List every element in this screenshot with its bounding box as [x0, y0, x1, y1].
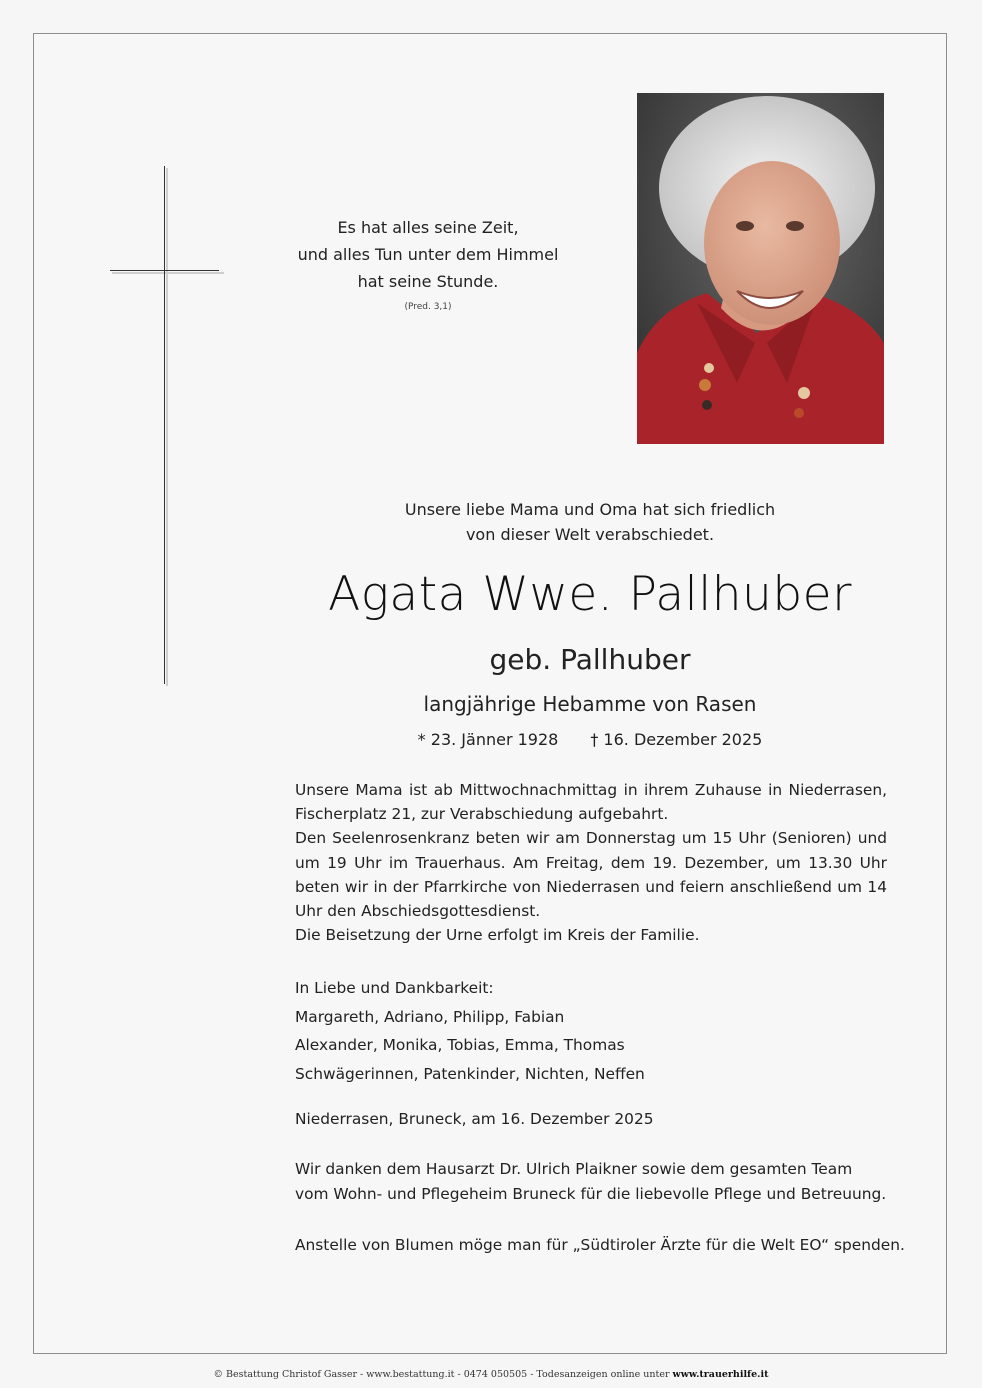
flowers-note: Anstelle von Blumen möge man für „Südtiroler Ärzte für die Welt EO“ spenden. [295, 1236, 905, 1254]
intro-text [330, 497, 850, 547]
life-dates [330, 728, 850, 752]
mourners-line: Schwägerinnen, Patenkinder, Nichten, Neffen [295, 1064, 645, 1083]
quote-line: Es hat alles seine Zeit, [337, 218, 519, 237]
announcement-paragraph: Die Beisetzung der Urne erfolgt im Kreis der Familie. [295, 926, 700, 945]
cross-shadow-vertical [166, 168, 168, 686]
footer-text: © Bestattung Christof Gasser - www.bestattung.it - 0474 050505 - Todesanzeigen online unter [213, 1369, 670, 1380]
mourners-line: Alexander, Monika, Tobias, Emma, Thomas [295, 1036, 625, 1055]
profession: langjährige Hebamme von Rasen [423, 692, 757, 716]
cross-icon-bar [110, 270, 219, 271]
deceased-name: Agata Wwe. Pallhuber [328, 567, 852, 622]
intro-line: von dieser Welt verabschiedet. [465, 525, 715, 544]
footer-link[interactable]: www.trauerhilfe.it [672, 1369, 769, 1380]
mourners-list [295, 974, 887, 1088]
quote-line: hat seine Stunde. [357, 272, 499, 291]
quote-line: und alles Tun unter dem Himmel [297, 245, 559, 264]
death-date: † 16. Dezember 2025 [590, 730, 763, 749]
intro-line: Unsere liebe Mama und Oma hat sich friedlich [404, 500, 776, 519]
mourners-heading: In Liebe und Dankbarkeit: [295, 979, 494, 997]
portrait-photo [637, 93, 884, 444]
thanks-text: Wir danken dem Hausarzt Dr. Ulrich Plaikner sowie dem gesamten Team vom Wohn- und Pflegeheim Bruneck für die liebevolle Pflege und Betreuung. [295, 1160, 887, 1203]
footer [0, 1368, 982, 1382]
cross-icon [164, 166, 165, 684]
birth-name: geb. Pallhuber [489, 643, 691, 676]
mourners-line: Margareth, Adriano, Philipp, Fabian [295, 1007, 565, 1026]
cross-shadow-horizontal [112, 272, 224, 274]
place-date: Niederrasen, Bruneck, am 16. Dezember 2025 [295, 1110, 654, 1128]
announcement-paragraph: Den Seelenrosenkranz beten wir am Donnerstag um 15 Uhr (Senioren) und um 19 Uhr im Trauerhaus. Am Freitag, dem 19. Dezember, um 13.30 Uhr beten wir in der Pfarrkirche von Niederrasen und feiern anschließend um 14 Uhr den Abschiedsgottesdienst. [295, 829, 887, 921]
bible-quote [268, 214, 588, 314]
announcement-text [295, 778, 887, 947]
announcement-paragraph: Unsere Mama ist ab Mittwochnachmittag in ihrem Zuhause in Niederrasen, Fischerplatz 21, zur Verabschiedung aufgebahrt. [295, 781, 887, 824]
quote-reference: (Pred. 3,1) [404, 302, 452, 312]
birth-date: * 23. Jänner 1928 [417, 730, 559, 749]
